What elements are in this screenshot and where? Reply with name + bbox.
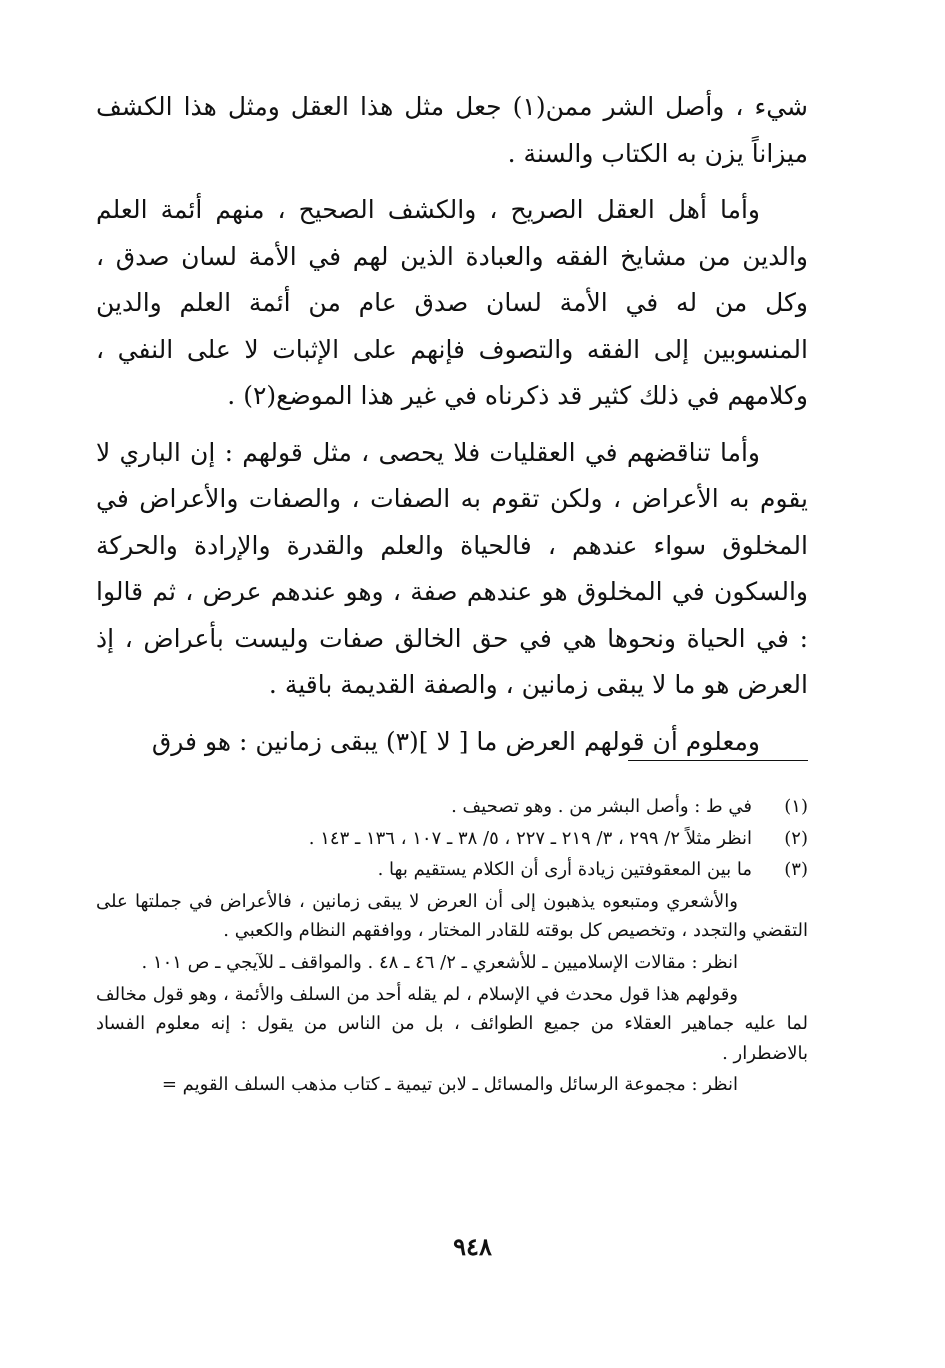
footnote-text: والأشعري ومتبعوه يذهبون إلى أن العرض لا يبقى زمانين ، فالأعراض في جملتها على التقضي والتجدد ، وتخصيص كل بوقته للقادر المختار ، ووافقهم النظام والكعبي . <box>96 890 808 942</box>
paragraph-2: وأما أهل العقل الصريح ، والكشف الصحيح ، منهم أئمة العلم والدين من مشايخ الفقه والعبادة الذين لهم في الأمة لسان صدق ، وكل من له في الأمة لسان صدق عام من أئمة العلم والدين المنسوبين إلى الفقه والتصوف فإنهم على الإثبات لا على النفي ، وكلامهم في ذلك كثير قد ذكرناه في غير هذا الموضع(٢) . <box>96 195 808 410</box>
footnote-text: انظر مثلاً ٢/ ٢٩٩ ، ٣/ ٢١٩ ـ ٢٢٧ ، ٥/ ٣٨ ـ ١٠٧ ، ١٣٦ ـ ١٤٣ . <box>308 827 752 849</box>
footnote-number: (٣) <box>784 859 808 881</box>
footnote-text: ما بين المعقوفتين زيادة أرى أن الكلام يستقيم بها . <box>377 859 752 881</box>
footnote-text: انظر : مجموعة الرسائل والمسائل ـ لابن تيمية ـ كتاب مذهب السلف القويم = <box>161 1074 738 1096</box>
footnote-3 <box>96 855 808 1102</box>
footnote-text: انظر : مقالات الإسلاميين ـ للأشعري ـ ٢/ ٤٦ ـ ٤٨ . والمواقف ـ للآيجي ـ ص ١٠١ . <box>141 951 738 973</box>
footnote-1 <box>96 792 808 824</box>
footnotes <box>96 792 808 1102</box>
footnote-text: في ط : وأصل البشر من . وهو تصحيف . <box>451 796 752 817</box>
footnote-2 <box>96 824 808 856</box>
page-number: ٩٤٨ <box>453 1232 492 1261</box>
main-text <box>96 84 808 775</box>
paragraph-3: وأما تناقضهم في العقليات فلا يحصى ، مثل قولهم : إن الباري لا يقوم به الأعراض ، ولكن تقوم به الصفات ، والصفات والأعراض في المخلوق سواء عندهم ، فالحياة والعلم والقدرة والإرادة والحركة والسكون في المخلوق هو عندهم صفة ، وهو عندهم عرض ، ثم قالوا : في الحياة ونحوها هي في حق الخالق صفات وليست بأعراض ، إذ العرض هو ما لا يبقى زمانين ، والصفة القديمة باقية . <box>96 437 808 699</box>
paragraph-4: ومعلوم أن قولهم العرض ما [ لا ](٣) يبقى زمانين : هو فرق <box>151 726 760 756</box>
paragraph-1: شيء ، وأصل الشر ممن(١) جعل مثل هذا العقل ومثل هذا الكشف ميزاناً يزن به الكتاب والسنة . <box>96 92 808 168</box>
footnote-number: (١) <box>784 796 808 817</box>
footnote-number: (٢) <box>784 827 808 849</box>
footnote-text: وقولهم هذا قول محدث في الإسلام ، لم يقله أحد من السلف والأئمة ، وهو قول مخالف لما عليه جماهير العقلاء من جميع الطوائف ، بل من الناس من يقول : إنه معلوم الفساد بالاضطرار . <box>96 983 808 1064</box>
footnote-separator <box>628 760 808 761</box>
